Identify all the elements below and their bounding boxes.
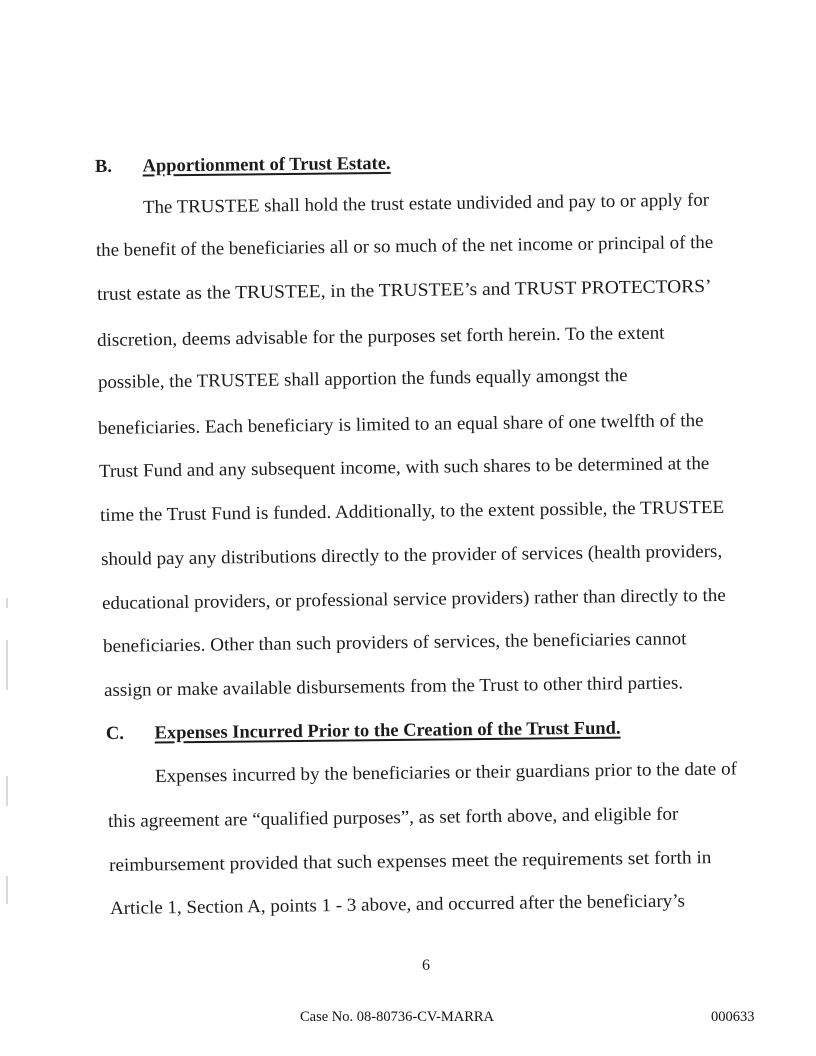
section-c-line: this agreement are “qualified purposes”, as set forth above, and eligible for [107,804,679,832]
section-b-line: educational providers, or professional service providers) rather than directly to the [101,585,726,614]
section-b-line: should pay any distributions directly to the provider of services (health providers, [100,541,723,570]
section-c-line: Expenses incurred by the beneficiaries or their guardians prior to the date of [154,759,738,787]
scan-artifact [6,598,8,608]
page-number: 6 [422,957,430,974]
section-b-line: discretion, deems advisable for the purposes set forth herein. To the extent [96,323,665,351]
section-c-heading [106,718,621,745]
scan-artifact [6,876,8,904]
section-c-line: Article 1, Section A, points 1 - 3 above, and occurred after the beneficiary’s [109,891,686,919]
scan-artifact [6,776,8,806]
section-b-title: Apportionment of Trust Estate. [142,153,391,177]
case-number: Case No. 08-80736-CV-MARRA [300,1009,495,1025]
section-b-line: The TRUSTEE shall hold the trust estate undivided and pay to or apply for [142,190,710,218]
section-b-heading [95,153,391,178]
section-c-title: Expenses Incurred Prior to the Creation of the Trust Fund. [154,718,621,744]
section-b-line: Trust Fund and any subsequent income, with such shares to be determined at the [98,454,710,482]
section-b-letter: B. [94,156,113,177]
section-b-line: beneficiaries. Each beneficiary is limited to an equal share of one twelfth of the [97,411,704,439]
bates-number: 000633 [711,1009,755,1025]
section-b-line: time the Trust Fund is funded. Additionally, to the extent possible, the TRUSTEE [99,497,725,526]
section-c-line: reimbursement provided that such expenses meet the requirements set forth in [108,848,712,876]
section-b-line: beneficiaries. Other than such providers of services, the beneficiaries cannot [102,629,687,657]
section-b-line: assign or make available disbursements from the Trust to other third parties. [103,673,684,701]
section-c-letter: C. [105,723,125,744]
section-b-line: trust estate as the TRUSTEE, in the TRUSTEE’s and TRUST PROTECTORS’ [96,276,712,305]
section-b-line: the benefit of the beneficiaries all or so much of the net income or principal of the [95,232,714,261]
section-b-line: possible, the TRUSTEE shall apportion the funds equally amongst the [97,366,628,393]
scan-artifact [6,640,8,690]
